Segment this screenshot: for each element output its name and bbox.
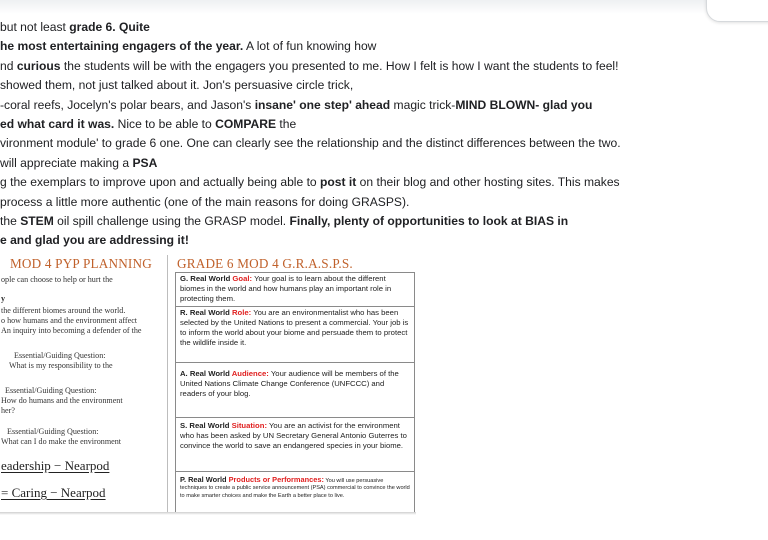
comment-line [0, 115, 768, 134]
document-bottom-shadow [0, 512, 416, 515]
grasps-table [175, 272, 415, 513]
row-key: Goal: [232, 274, 253, 283]
row-text: You are an environmentalist who has been selected by the United Nations to present a commercial. Your job is to inform the world about your biome and persuade them to protect the wildlife inside it. [180, 308, 409, 348]
comment-bold-run: COMPARE [215, 116, 277, 131]
row-letter: P. [180, 475, 187, 484]
comment-run: vironment module' to grade 6 one. One can clearly see the relationship and the distinct differences between the two. [0, 136, 621, 151]
row-label: Real World [189, 421, 232, 430]
comment-bold-run: he most entertaining engagers of the year. [0, 39, 244, 54]
comment-bold-run: STEM [20, 213, 54, 228]
pyp-line: the different biomes around the world. [1, 306, 126, 315]
comment-line [0, 37, 768, 56]
comment-run: A lot of fun knowing how [243, 39, 377, 54]
comment-text [0, 18, 768, 251]
row-label: Real World [189, 369, 232, 378]
embedded-document-image [0, 255, 416, 513]
top-edge-fade [0, 0, 768, 14]
comment-run: on their blog and other hosting sites. This makes [356, 175, 620, 190]
row-text: Your audience will be members of the United Nations Climate Change Conference (UNFCCC) and readers of your blog. [180, 369, 399, 399]
pyp-line: ople can choose to help or hurt the [1, 275, 113, 284]
comment-line [0, 134, 768, 153]
comment-line [0, 57, 768, 76]
comment-run: process a little more authentic (one of the main reasons for doing GRASPS). [0, 194, 410, 209]
pyp-planning-column [0, 255, 167, 513]
comment-run: -coral reefs, Jocelyn's polar bears, and Jason's [0, 97, 255, 112]
comment-line [0, 173, 768, 192]
comment-bold-run: insane' one step' ahead [254, 97, 391, 112]
comment-run: g the exemplars to improve upon and actually being able to [0, 175, 321, 190]
row-letter: S. [180, 421, 188, 430]
comment-line [0, 231, 768, 250]
row-text: You will use persuasive techniques to create a public service announcement (PSA) commercial to convince the world to make smarter choices and make the Earth a better place to live. [180, 478, 410, 499]
grasps-row-role [176, 306, 414, 362]
pyp-line: her? [1, 406, 15, 415]
row-text: Your goal is to learn about the different biomes in the world and how humans play an important role in protecting them. [180, 274, 392, 304]
pyp-line: What can I do make the environment [1, 437, 122, 446]
comment-run: Nice to be able to [114, 116, 216, 131]
row-key: Situation: [231, 421, 268, 430]
comment-line [0, 193, 768, 212]
comment-line [0, 154, 768, 173]
comment-bold-run: curious [16, 58, 61, 73]
grasps-row-goal [176, 273, 414, 306]
comment-bold-run: ed what card it was. [0, 116, 115, 131]
grasps-row-situation [176, 417, 414, 471]
guiding-question-label: Essential/Guiding Question: [14, 351, 106, 360]
row-key: Products or Performances: [228, 475, 324, 484]
row-label: Real World [188, 475, 229, 484]
comment-line [0, 212, 768, 231]
comment-bold-run: grade 6. Quite [69, 20, 150, 34]
grasps-title: GRADE 6 MOD 4 G.R.A.S.P.S. [177, 256, 353, 271]
leadership-nearpod-link: eadership − Nearpod [1, 458, 110, 473]
pyp-line: An inquiry into becoming a defender of the [1, 326, 142, 335]
pyp-line: How do humans and the environment [1, 396, 123, 405]
comment-line [0, 76, 768, 95]
grasps-row-audience [176, 362, 414, 417]
comment-bold-run: PSA [132, 155, 158, 170]
comment-run: the students will be with the engagers you presented to me. How I felt is how I want the students to feel! [60, 58, 619, 73]
pyp-line: o how humans and the environment affect [1, 316, 138, 325]
comment-line [0, 18, 768, 37]
row-letter: G. [180, 274, 189, 283]
caring-nearpod-link: = Caring − Nearpod [1, 485, 106, 500]
comment-run: but not least [0, 20, 70, 34]
comment-run: showed them, not just talked about it. Jon's persuasive circle trick, [0, 78, 354, 93]
row-key: Audience: [231, 369, 269, 378]
comment-run: magic trick- [390, 97, 456, 112]
comment-bold-run: Finally, plenty of opportunities to look at BIAS in [289, 213, 569, 228]
comment-run: oil spill challenge using the GRASP model. [53, 213, 290, 228]
grasps-column [171, 255, 416, 513]
pyp-title: MOD 4 PYP PLANNING [10, 256, 152, 271]
column-divider [167, 255, 168, 513]
comment-run: nd [0, 58, 17, 73]
row-text: You are an activist for the environment who has been asked by UN Secretary General Antonio Guterres to convince the world to save an endangered species in your biome. [180, 421, 407, 451]
row-key: Role: [231, 308, 252, 317]
comment-run: the [0, 213, 21, 228]
comment-run: will appreciate making a [0, 155, 133, 170]
comment-bold-run: e and glad you are addressing it! [0, 233, 189, 248]
guiding-question-label: Essential/Guiding Question: [5, 386, 97, 395]
comment-line [0, 96, 768, 115]
grasps-row-products [176, 471, 414, 513]
row-label: Real World [189, 308, 232, 317]
pyp-line: What is my responsibility to the [9, 361, 113, 370]
row-label: Real World [190, 274, 233, 283]
pyp-line: y [1, 294, 6, 303]
comment-bold-run: MIND BLOWN- glad you [455, 97, 593, 112]
row-letter: R. [180, 308, 188, 317]
row-letter: A. [180, 369, 188, 378]
comment-run: the [276, 116, 297, 131]
guiding-question-label: Essential/Guiding Question: [7, 427, 99, 436]
comment-bold-run: post it [320, 175, 357, 190]
